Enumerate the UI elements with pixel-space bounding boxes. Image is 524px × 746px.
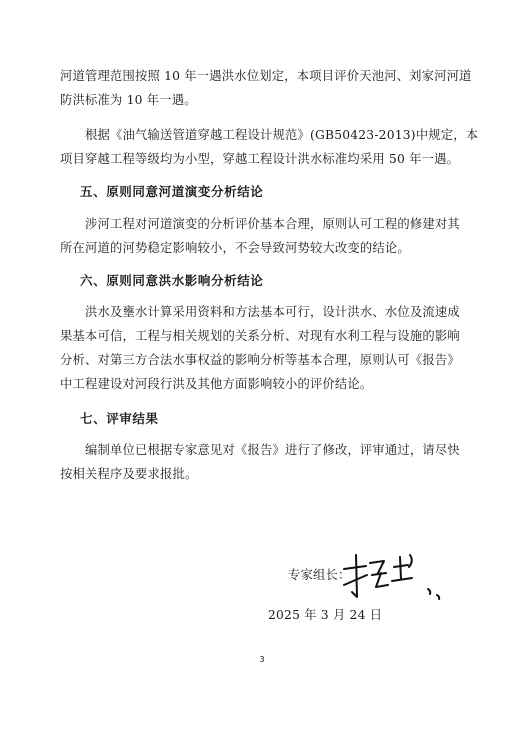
text-line: 河道管理范围按照 10 年一遇洪水位划定，本项目评价天池河、刘家河河道 (60, 69, 472, 83)
paragraph-review-result (60, 438, 468, 486)
page-number: 3 (259, 655, 265, 664)
paragraph-design-standard (60, 123, 479, 171)
text-line: 所在河道的河势稳定影响较小，不会导致河势较大改变的结论。 (60, 241, 410, 255)
text-line: 果基本可信，工程与相关规划的关系分析、对现有水利工程与设施的影响 (60, 329, 460, 343)
signoff-date: 2025 年 3 月 24 日 (268, 608, 383, 622)
text-line: 按相关程序及要求报批。 (60, 467, 198, 481)
section-heading-5: 五、原则同意河道演变分析结论 (80, 184, 264, 199)
text-line: 中工程建设对河段行洪及其他方面影响较小的评价结论。 (60, 377, 373, 391)
section-heading-6: 六、原则同意洪水影响分析结论 (80, 273, 264, 288)
text-line: 项目穿越工程等级均为小型，穿越工程设计洪水标准均采用 50 年一遇。 (60, 152, 460, 166)
paragraph-river-evolution-conclusion (60, 212, 468, 260)
text-line: 防洪标准为 10 年一遇。 (60, 93, 197, 107)
paragraph-flood-impact-conclusion (60, 300, 468, 396)
expert-leader-label: 专家组长： (288, 568, 351, 582)
handwritten-signature (340, 545, 450, 601)
text-line: 编制单位已根据专家意见对《报告》进行了修改，评审通过，请尽快 (85, 443, 460, 457)
text-line: 涉河工程对河道演变的分析评价基本合理，原则认可工程的修建对其 (85, 217, 460, 231)
text-line: 分析、对第三方合法水事权益的影响分析等基本合理，原则认可《报告》 (60, 353, 460, 367)
text-line: 根据《油气输送管道穿越工程设计规范》(GB50423-2013)中规定，本 (85, 128, 479, 142)
text-line: 洪水及壅水计算采用资料和方法基本可行，设计洪水、水位及流速成 (85, 305, 460, 319)
paragraph-river-management-scope (60, 64, 472, 112)
section-heading-7: 七、评审结果 (80, 411, 159, 426)
